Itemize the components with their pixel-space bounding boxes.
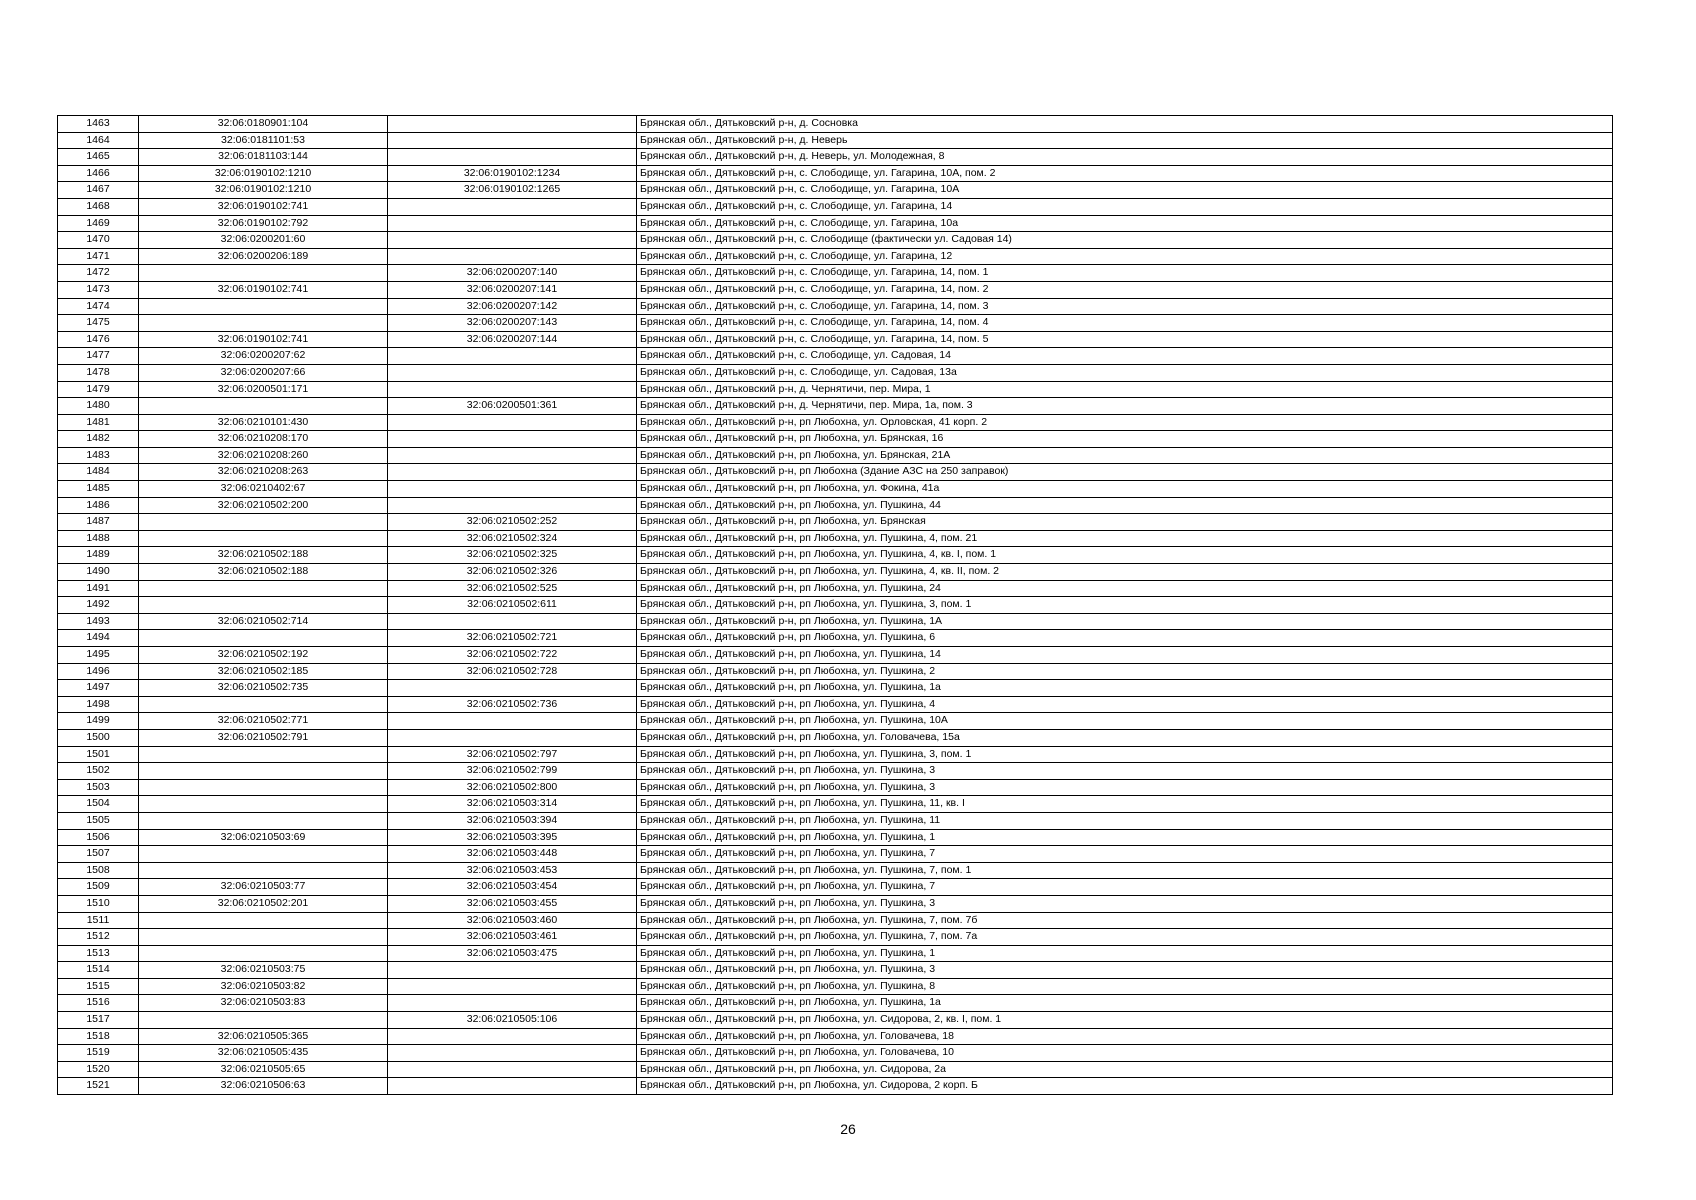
parent-cadastral-number-cell: 32:06:0210506:63	[139, 1078, 388, 1095]
row-number-cell: 1488	[58, 530, 139, 547]
address-cell: Брянская обл., Дятьковский р-н, рп Любохна, ул. Пушкина, 44	[637, 497, 1613, 514]
cadastral-number-cell	[388, 1028, 637, 1045]
parent-cadastral-number-cell: 32:06:0210503:83	[139, 995, 388, 1012]
row-number-cell: 1509	[58, 879, 139, 896]
row-number-cell: 1508	[58, 862, 139, 879]
row-number-cell: 1484	[58, 464, 139, 481]
parent-cadastral-number-cell: 32:06:0210208:260	[139, 447, 388, 464]
address-cell: Брянская обл., Дятьковский р-н, д. Чернятичи, пер. Мира, 1	[637, 381, 1613, 398]
table-row	[58, 978, 1613, 995]
cadastral-number-cell	[388, 348, 637, 365]
address-cell: Брянская обл., Дятьковский р-н, рп Любохна, ул. Орловская, 41 корп. 2	[637, 414, 1613, 431]
cadastral-number-cell: 32:06:0210502:728	[388, 663, 637, 680]
row-number-cell: 1492	[58, 597, 139, 614]
cadastral-number-cell	[388, 497, 637, 514]
row-number-cell: 1466	[58, 165, 139, 182]
address-cell: Брянская обл., Дятьковский р-н, рп Любохна, ул. Пушкина, 6	[637, 630, 1613, 647]
parent-cadastral-number-cell: 32:06:0200207:62	[139, 348, 388, 365]
cadastral-number-cell	[388, 481, 637, 498]
address-cell: Брянская обл., Дятьковский р-н, рп Любохна, ул. Пушкина, 3, пом. 1	[637, 746, 1613, 763]
parent-cadastral-number-cell	[139, 812, 388, 829]
parent-cadastral-number-cell: 32:06:0210502:791	[139, 729, 388, 746]
cadastral-number-cell: 32:06:0210502:800	[388, 779, 637, 796]
parent-cadastral-number-cell	[139, 796, 388, 813]
address-cell: Брянская обл., Дятьковский р-н, рп Любохна, ул. Пушкина, 3	[637, 763, 1613, 780]
address-cell: Брянская обл., Дятьковский р-н, рп Любохна, ул. Пушкина, 7	[637, 879, 1613, 896]
address-cell: Брянская обл., Дятьковский р-н, рп Любохна, ул. Пушкина, 4, кв. II, пом. 2	[637, 564, 1613, 581]
table-row	[58, 232, 1613, 249]
row-number-cell: 1496	[58, 663, 139, 680]
registry-table-body	[58, 116, 1613, 1095]
cadastral-number-cell: 32:06:0210503:455	[388, 895, 637, 912]
cadastral-number-cell: 32:06:0210502:252	[388, 514, 637, 531]
cadastral-number-cell	[388, 447, 637, 464]
table-row	[58, 265, 1613, 282]
row-number-cell: 1475	[58, 315, 139, 332]
cadastral-number-cell: 32:06:0210503:314	[388, 796, 637, 813]
address-cell: Брянская обл., Дятьковский р-н, рп Любохна, ул. Брянская	[637, 514, 1613, 531]
registry-table	[57, 115, 1613, 1095]
address-cell: Брянская обл., Дятьковский р-н, рп Любохна, ул. Пушкина, 7, пом. 7а	[637, 929, 1613, 946]
address-cell: Брянская обл., Дятьковский р-н, рп Любохна, ул. Головачева, 10	[637, 1045, 1613, 1062]
parent-cadastral-number-cell: 32:06:0190102:1210	[139, 165, 388, 182]
table-row	[58, 398, 1613, 415]
table-row	[58, 812, 1613, 829]
address-cell: Брянская обл., Дятьковский р-н, рп Любохна, ул. Пушкина, 11, кв. I	[637, 796, 1613, 813]
cadastral-number-cell	[388, 613, 637, 630]
address-cell: Брянская обл., Дятьковский р-н, рп Любохна, ул. Пушкина, 7, пом. 1	[637, 862, 1613, 879]
row-number-cell: 1515	[58, 978, 139, 995]
row-number-cell: 1483	[58, 447, 139, 464]
parent-cadastral-number-cell	[139, 763, 388, 780]
parent-cadastral-number-cell: 32:06:0210208:263	[139, 464, 388, 481]
row-number-cell: 1500	[58, 729, 139, 746]
cadastral-number-cell	[388, 729, 637, 746]
parent-cadastral-number-cell	[139, 530, 388, 547]
cadastral-number-cell: 32:06:0210502:325	[388, 547, 637, 564]
cadastral-number-cell: 32:06:0210503:454	[388, 879, 637, 896]
address-cell: Брянская обл., Дятьковский р-н, с. Слободище, ул. Гагарина, 10а	[637, 215, 1613, 232]
parent-cadastral-number-cell: 32:06:0190102:741	[139, 281, 388, 298]
table-row	[58, 165, 1613, 182]
cadastral-number-cell: 32:06:0210502:799	[388, 763, 637, 780]
cadastral-number-cell: 32:06:0210503:461	[388, 929, 637, 946]
cadastral-number-cell: 32:06:0190102:1234	[388, 165, 637, 182]
table-row	[58, 862, 1613, 879]
parent-cadastral-number-cell: 32:06:0210505:65	[139, 1061, 388, 1078]
table-row	[58, 149, 1613, 166]
row-number-cell: 1505	[58, 812, 139, 829]
row-number-cell: 1480	[58, 398, 139, 415]
parent-cadastral-number-cell: 32:06:0200501:171	[139, 381, 388, 398]
parent-cadastral-number-cell	[139, 265, 388, 282]
parent-cadastral-number-cell: 32:06:0200206:189	[139, 248, 388, 265]
row-number-cell: 1477	[58, 348, 139, 365]
table-row	[58, 912, 1613, 929]
parent-cadastral-number-cell: 32:06:0190102:1210	[139, 182, 388, 199]
address-cell: Брянская обл., Дятьковский р-н, рп Любохна, ул. Пушкина, 11	[637, 812, 1613, 829]
parent-cadastral-number-cell	[139, 746, 388, 763]
row-number-cell: 1470	[58, 232, 139, 249]
parent-cadastral-number-cell	[139, 1012, 388, 1029]
row-number-cell: 1518	[58, 1028, 139, 1045]
row-number-cell: 1463	[58, 116, 139, 133]
row-number-cell: 1510	[58, 895, 139, 912]
parent-cadastral-number-cell: 32:06:0210503:69	[139, 829, 388, 846]
row-number-cell: 1482	[58, 431, 139, 448]
cadastral-number-cell	[388, 1045, 637, 1062]
table-row	[58, 945, 1613, 962]
parent-cadastral-number-cell: 32:06:0210502:188	[139, 564, 388, 581]
parent-cadastral-number-cell	[139, 580, 388, 597]
table-row	[58, 929, 1613, 946]
parent-cadastral-number-cell: 32:06:0180901:104	[139, 116, 388, 133]
table-row	[58, 464, 1613, 481]
cadastral-number-cell: 32:06:0210502:324	[388, 530, 637, 547]
address-cell: Брянская обл., Дятьковский р-н, с. Слободище, ул. Гагарина, 10А, пом. 2	[637, 165, 1613, 182]
table-row	[58, 613, 1613, 630]
address-cell: Брянская обл., Дятьковский р-н, д. Неверь	[637, 132, 1613, 149]
address-cell: Брянская обл., Дятьковский р-н, рп Любохна, ул. Пушкина, 1	[637, 945, 1613, 962]
parent-cadastral-number-cell: 32:06:0210502:714	[139, 613, 388, 630]
parent-cadastral-number-cell	[139, 597, 388, 614]
parent-cadastral-number-cell: 32:06:0210502:188	[139, 547, 388, 564]
row-number-cell: 1514	[58, 962, 139, 979]
parent-cadastral-number-cell	[139, 862, 388, 879]
parent-cadastral-number-cell: 32:06:0210502:192	[139, 647, 388, 664]
row-number-cell: 1486	[58, 497, 139, 514]
address-cell: Брянская обл., Дятьковский р-н, рп Любохна, ул. Брянская, 16	[637, 431, 1613, 448]
row-number-cell: 1485	[58, 481, 139, 498]
parent-cadastral-number-cell	[139, 945, 388, 962]
row-number-cell: 1469	[58, 215, 139, 232]
table-row	[58, 431, 1613, 448]
row-number-cell: 1511	[58, 912, 139, 929]
parent-cadastral-number-cell: 32:06:0190102:792	[139, 215, 388, 232]
address-cell: Брянская обл., Дятьковский р-н, рп Любохна, ул. Пушкина, 10А	[637, 713, 1613, 730]
cadastral-number-cell	[388, 962, 637, 979]
cadastral-number-cell: 32:06:0200207:140	[388, 265, 637, 282]
registry-sheet	[57, 115, 1612, 1095]
table-row	[58, 746, 1613, 763]
parent-cadastral-number-cell	[139, 315, 388, 332]
table-row	[58, 580, 1613, 597]
row-number-cell: 1472	[58, 265, 139, 282]
cadastral-number-cell: 32:06:0210502:525	[388, 580, 637, 597]
address-cell: Брянская обл., Дятьковский р-н, д. Чернятичи, пер. Мира, 1а, пом. 3	[637, 398, 1613, 415]
row-number-cell: 1479	[58, 381, 139, 398]
address-cell: Брянская обл., Дятьковский р-н, с. Слободище, ул. Гагарина, 14, пом. 1	[637, 265, 1613, 282]
address-cell: Брянская обл., Дятьковский р-н, д. Неверь, ул. Молодежная, 8	[637, 149, 1613, 166]
cadastral-number-cell	[388, 232, 637, 249]
parent-cadastral-number-cell: 32:06:0200201:60	[139, 232, 388, 249]
cadastral-number-cell	[388, 132, 637, 149]
row-number-cell: 1497	[58, 680, 139, 697]
address-cell: Брянская обл., Дятьковский р-н, рп Любохна, ул. Брянская, 21А	[637, 447, 1613, 464]
address-cell: Брянская обл., Дятьковский р-н, с. Слободище (фактически ул. Садовая 14)	[637, 232, 1613, 249]
table-row	[58, 1012, 1613, 1029]
cadastral-number-cell: 32:06:0210505:106	[388, 1012, 637, 1029]
row-number-cell: 1504	[58, 796, 139, 813]
address-cell: Брянская обл., Дятьковский р-н, с. Слободище, ул. Садовая, 13а	[637, 364, 1613, 381]
row-number-cell: 1493	[58, 613, 139, 630]
row-number-cell: 1506	[58, 829, 139, 846]
address-cell: Брянская обл., Дятьковский р-н, д. Сосновка	[637, 116, 1613, 133]
row-number-cell: 1478	[58, 364, 139, 381]
parent-cadastral-number-cell	[139, 696, 388, 713]
address-cell: Брянская обл., Дятьковский р-н, рп Любохна, ул. Пушкина, 1а	[637, 995, 1613, 1012]
cadastral-number-cell	[388, 149, 637, 166]
cadastral-number-cell	[388, 978, 637, 995]
table-row	[58, 331, 1613, 348]
row-number-cell: 1487	[58, 514, 139, 531]
cadastral-number-cell: 32:06:0210503:475	[388, 945, 637, 962]
parent-cadastral-number-cell: 32:06:0210505:365	[139, 1028, 388, 1045]
row-number-cell: 1502	[58, 763, 139, 780]
cadastral-number-cell: 32:06:0210503:394	[388, 812, 637, 829]
table-row	[58, 414, 1613, 431]
parent-cadastral-number-cell	[139, 929, 388, 946]
row-number-cell: 1501	[58, 746, 139, 763]
table-row	[58, 481, 1613, 498]
table-row	[58, 530, 1613, 547]
row-number-cell: 1519	[58, 1045, 139, 1062]
cadastral-number-cell: 32:06:0200207:143	[388, 315, 637, 332]
table-row	[58, 680, 1613, 697]
address-cell: Брянская обл., Дятьковский р-н, с. Слободище, ул. Гагарина, 14, пом. 4	[637, 315, 1613, 332]
parent-cadastral-number-cell: 32:06:0210502:200	[139, 497, 388, 514]
row-number-cell: 1467	[58, 182, 139, 199]
parent-cadastral-number-cell: 32:06:0210502:201	[139, 895, 388, 912]
table-row	[58, 879, 1613, 896]
row-number-cell: 1517	[58, 1012, 139, 1029]
table-row	[58, 1028, 1613, 1045]
table-row	[58, 116, 1613, 133]
cadastral-number-cell: 32:06:0200207:144	[388, 331, 637, 348]
cadastral-number-cell	[388, 414, 637, 431]
address-cell: Брянская обл., Дятьковский р-н, рп Любохна, ул. Пушкина, 24	[637, 580, 1613, 597]
address-cell: Брянская обл., Дятьковский р-н, рп Любохна, ул. Пушкина, 1	[637, 829, 1613, 846]
table-row	[58, 713, 1613, 730]
row-number-cell: 1476	[58, 331, 139, 348]
cadastral-number-cell	[388, 995, 637, 1012]
parent-cadastral-number-cell: 32:06:0210402:67	[139, 481, 388, 498]
table-row	[58, 779, 1613, 796]
address-cell: Брянская обл., Дятьковский р-н, рп Любохна, ул. Пушкина, 7	[637, 846, 1613, 863]
address-cell: Брянская обл., Дятьковский р-н, рп Любохна, ул. Пушкина, 3	[637, 779, 1613, 796]
cadastral-number-cell: 32:06:0210503:395	[388, 829, 637, 846]
cadastral-number-cell: 32:06:0210503:460	[388, 912, 637, 929]
cadastral-number-cell: 32:06:0190102:1265	[388, 182, 637, 199]
table-row	[58, 995, 1613, 1012]
cadastral-number-cell: 32:06:0200207:141	[388, 281, 637, 298]
row-number-cell: 1494	[58, 630, 139, 647]
parent-cadastral-number-cell: 32:06:0181103:144	[139, 149, 388, 166]
table-row	[58, 547, 1613, 564]
cadastral-number-cell: 32:06:0210503:453	[388, 862, 637, 879]
table-row	[58, 348, 1613, 365]
cadastral-number-cell	[388, 713, 637, 730]
address-cell: Брянская обл., Дятьковский р-н, рп Любохна, ул. Пушкина, 7, пом. 7б	[637, 912, 1613, 929]
row-number-cell: 1498	[58, 696, 139, 713]
address-cell: Брянская обл., Дятьковский р-н, рп Любохна, ул. Фокина, 41а	[637, 481, 1613, 498]
table-row	[58, 729, 1613, 746]
address-cell: Брянская обл., Дятьковский р-н, рп Любохна, ул. Сидорова, 2а	[637, 1061, 1613, 1078]
row-number-cell: 1503	[58, 779, 139, 796]
address-cell: Брянская обл., Дятьковский р-н, с. Слободище, ул. Садовая, 14	[637, 348, 1613, 365]
table-row	[58, 298, 1613, 315]
table-row	[58, 1045, 1613, 1062]
row-number-cell: 1495	[58, 647, 139, 664]
parent-cadastral-number-cell: 32:06:0210503:82	[139, 978, 388, 995]
table-row	[58, 597, 1613, 614]
address-cell: Брянская обл., Дятьковский р-н, с. Слободище, ул. Гагарина, 12	[637, 248, 1613, 265]
address-cell: Брянская обл., Дятьковский р-н, рп Любохна, ул. Пушкина, 4, пом. 21	[637, 530, 1613, 547]
address-cell: Брянская обл., Дятьковский р-н, рп Любохна, ул. Головачева, 15а	[637, 729, 1613, 746]
address-cell: Брянская обл., Дятьковский р-н, рп Любохна, ул. Пушкина, 14	[637, 647, 1613, 664]
table-row	[58, 182, 1613, 199]
table-row	[58, 829, 1613, 846]
cadastral-number-cell: 32:06:0200501:361	[388, 398, 637, 415]
address-cell: Брянская обл., Дятьковский р-н, рп Любохна, ул. Пушкина, 8	[637, 978, 1613, 995]
row-number-cell: 1512	[58, 929, 139, 946]
parent-cadastral-number-cell: 32:06:0210503:75	[139, 962, 388, 979]
row-number-cell: 1499	[58, 713, 139, 730]
row-number-cell: 1468	[58, 198, 139, 215]
address-cell: Брянская обл., Дятьковский р-н, рп Любохна, ул. Пушкина, 1А	[637, 613, 1613, 630]
row-number-cell: 1507	[58, 846, 139, 863]
parent-cadastral-number-cell: 32:06:0200207:66	[139, 364, 388, 381]
table-row	[58, 364, 1613, 381]
cadastral-number-cell	[388, 1078, 637, 1095]
cadastral-number-cell: 32:06:0210502:797	[388, 746, 637, 763]
table-row	[58, 696, 1613, 713]
table-row	[58, 846, 1613, 863]
parent-cadastral-number-cell	[139, 912, 388, 929]
row-number-cell: 1490	[58, 564, 139, 581]
row-number-cell: 1474	[58, 298, 139, 315]
address-cell: Брянская обл., Дятьковский р-н, рп Любохна, ул. Пушкина, 4, кв. I, пом. 1	[637, 547, 1613, 564]
cadastral-number-cell	[388, 431, 637, 448]
parent-cadastral-number-cell: 32:06:0210505:435	[139, 1045, 388, 1062]
cadastral-number-cell	[388, 364, 637, 381]
address-cell: Брянская обл., Дятьковский р-н, с. Слободище, ул. Гагарина, 14, пом. 3	[637, 298, 1613, 315]
table-row	[58, 962, 1613, 979]
table-row	[58, 796, 1613, 813]
parent-cadastral-number-cell: 32:06:0210502:185	[139, 663, 388, 680]
table-row	[58, 647, 1613, 664]
table-row	[58, 281, 1613, 298]
table-row	[58, 895, 1613, 912]
address-cell: Брянская обл., Дятьковский р-н, с. Слободище, ул. Гагарина, 14	[637, 198, 1613, 215]
row-number-cell: 1489	[58, 547, 139, 564]
cadastral-number-cell: 32:06:0210502:721	[388, 630, 637, 647]
row-number-cell: 1491	[58, 580, 139, 597]
parent-cadastral-number-cell	[139, 630, 388, 647]
address-cell: Брянская обл., Дятьковский р-н, рп Любохна, ул. Пушкина, 4	[637, 696, 1613, 713]
cadastral-number-cell	[388, 116, 637, 133]
table-row	[58, 663, 1613, 680]
table-row	[58, 1061, 1613, 1078]
parent-cadastral-number-cell: 32:06:0210101:430	[139, 414, 388, 431]
table-row	[58, 630, 1613, 647]
row-number-cell: 1471	[58, 248, 139, 265]
row-number-cell: 1465	[58, 149, 139, 166]
address-cell: Брянская обл., Дятьковский р-н, с. Слободище, ул. Гагарина, 14, пом. 5	[637, 331, 1613, 348]
table-row	[58, 381, 1613, 398]
address-cell: Брянская обл., Дятьковский р-н, рп Любохна (Здание АЗС на 250 заправок)	[637, 464, 1613, 481]
parent-cadastral-number-cell: 32:06:0210502:771	[139, 713, 388, 730]
cadastral-number-cell: 32:06:0210502:326	[388, 564, 637, 581]
cadastral-number-cell: 32:06:0210502:736	[388, 696, 637, 713]
parent-cadastral-number-cell: 32:06:0181101:53	[139, 132, 388, 149]
cadastral-number-cell	[388, 464, 637, 481]
parent-cadastral-number-cell	[139, 846, 388, 863]
address-cell: Брянская обл., Дятьковский р-н, с. Слободище, ул. Гагарина, 14, пом. 2	[637, 281, 1613, 298]
address-cell: Брянская обл., Дятьковский р-н, рп Любохна, ул. Пушкина, 1а	[637, 680, 1613, 697]
cadastral-number-cell	[388, 248, 637, 265]
page-number: 26	[840, 1121, 856, 1137]
parent-cadastral-number-cell	[139, 398, 388, 415]
row-number-cell: 1481	[58, 414, 139, 431]
cadastral-number-cell: 32:06:0210502:611	[388, 597, 637, 614]
address-cell: Брянская обл., Дятьковский р-н, рп Любохна, ул. Сидорова, 2 корп. Б	[637, 1078, 1613, 1095]
parent-cadastral-number-cell	[139, 298, 388, 315]
table-row	[58, 248, 1613, 265]
table-row	[58, 447, 1613, 464]
row-number-cell: 1464	[58, 132, 139, 149]
parent-cadastral-number-cell	[139, 514, 388, 531]
table-row	[58, 564, 1613, 581]
address-cell: Брянская обл., Дятьковский р-н, с. Слободище, ул. Гагарина, 10А	[637, 182, 1613, 199]
table-row	[58, 132, 1613, 149]
parent-cadastral-number-cell: 32:06:0190102:741	[139, 331, 388, 348]
cadastral-number-cell	[388, 215, 637, 232]
table-row	[58, 763, 1613, 780]
table-row	[58, 315, 1613, 332]
cadastral-number-cell	[388, 1061, 637, 1078]
row-number-cell: 1516	[58, 995, 139, 1012]
parent-cadastral-number-cell	[139, 779, 388, 796]
table-row	[58, 514, 1613, 531]
row-number-cell: 1520	[58, 1061, 139, 1078]
parent-cadastral-number-cell: 32:06:0190102:741	[139, 198, 388, 215]
address-cell: Брянская обл., Дятьковский р-н, рп Любохна, ул. Пушкина, 3	[637, 962, 1613, 979]
table-row	[58, 1078, 1613, 1095]
cadastral-number-cell	[388, 381, 637, 398]
cadastral-number-cell: 32:06:0210503:448	[388, 846, 637, 863]
parent-cadastral-number-cell: 32:06:0210208:170	[139, 431, 388, 448]
address-cell: Брянская обл., Дятьковский р-н, рп Любохна, ул. Головачева, 18	[637, 1028, 1613, 1045]
address-cell: Брянская обл., Дятьковский р-н, рп Любохна, ул. Пушкина, 3, пом. 1	[637, 597, 1613, 614]
row-number-cell: 1473	[58, 281, 139, 298]
cadastral-number-cell: 32:06:0210502:722	[388, 647, 637, 664]
address-cell: Брянская обл., Дятьковский р-н, рп Любохна, ул. Пушкина, 3	[637, 895, 1613, 912]
table-row	[58, 198, 1613, 215]
cadastral-number-cell: 32:06:0200207:142	[388, 298, 637, 315]
cadastral-number-cell	[388, 198, 637, 215]
parent-cadastral-number-cell: 32:06:0210503:77	[139, 879, 388, 896]
cadastral-number-cell	[388, 680, 637, 697]
address-cell: Брянская обл., Дятьковский р-н, рп Любохна, ул. Сидорова, 2, кв. I, пом. 1	[637, 1012, 1613, 1029]
parent-cadastral-number-cell: 32:06:0210502:735	[139, 680, 388, 697]
row-number-cell: 1513	[58, 945, 139, 962]
row-number-cell: 1521	[58, 1078, 139, 1095]
table-row	[58, 497, 1613, 514]
table-row	[58, 215, 1613, 232]
address-cell: Брянская обл., Дятьковский р-н, рп Любохна, ул. Пушкина, 2	[637, 663, 1613, 680]
